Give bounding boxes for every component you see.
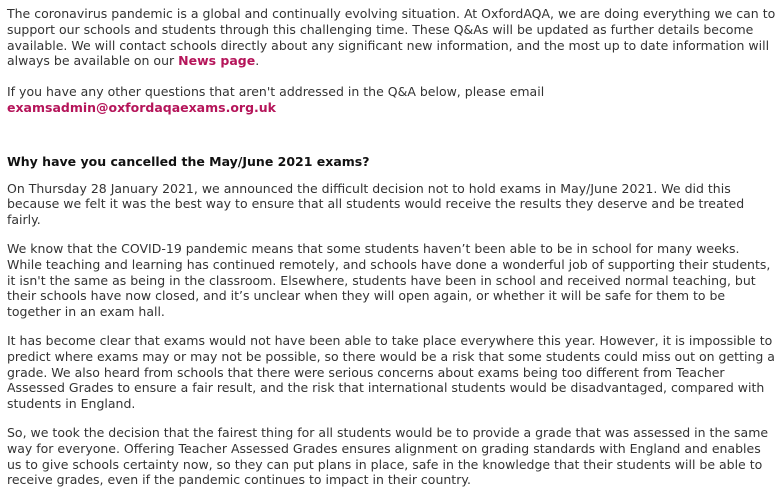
answer-paragraph: It has become clear that exams would not have been able to take place everywhere this year. However, it is impossible to predict where exams may or may not be possible, so there would be a risk that some students could miss out on getting a grade. We also heard from schools that there were serious concerns about exams being too different from Teacher Assessed Grades to ensure a fair result, and the risk that international students would be disadvantaged, compared with students in England. [7, 332, 775, 412]
answer-paragraph: We know that the COVID-19 pandemic means that some students haven’t been able to be in school for many weeks. While teaching and learning has continued remotely, and schools have done a wonderful job of supporting their students, it isn't the same as being in the classroom. Elsewhere, students have been in school and received normal teaching, but their schools have now closed, and it’s unclear when they will open again, or whether it will be safe for them to be together in an exam hall. [7, 240, 771, 320]
answer-paragraph: On Thursday 28 January 2021, we announced the difficult decision not to hold exams in May/June 2021. We did this because we felt it was the best way to ensure that all students would receive the results they deserve and be treated fairly. [7, 180, 745, 228]
faq-question: Why have you cancelled the May/June 2021 exams? [7, 153, 370, 169]
intro-text-end: . [255, 53, 260, 69]
answer-paragraph: So, we took the decision that the fairest thing for all students would be to provide a grade that was assessed in the same way for everyone. Offering Teacher Assessed Grades ensures alignment on grading standards with England and enables us to give schools certainty now, so they can put plans in place, safe in the knowledge that their students will be able to receive grades, even if the pandemic continues to impact in their country. [7, 424, 769, 488]
email-link[interactable]: examsadmin@oxfordaqaexams.org.uk [7, 99, 276, 115]
contact-paragraph [7, 84, 776, 116]
contact-text: If you have any other questions that aren't addressed in the Q&A below, please email [7, 84, 545, 100]
intro-paragraph [7, 6, 776, 69]
intro-text: The coronavirus pandemic is a global and continually evolving situation. At OxfordAQA, we are doing everything we can to support our schools and students through this challenging time. These Q&As will be updated as further details become available. We will contact schools directly about any significant new information, and the most up to date information will always be available on our [7, 6, 776, 69]
news-page-link[interactable]: News page [178, 53, 256, 69]
